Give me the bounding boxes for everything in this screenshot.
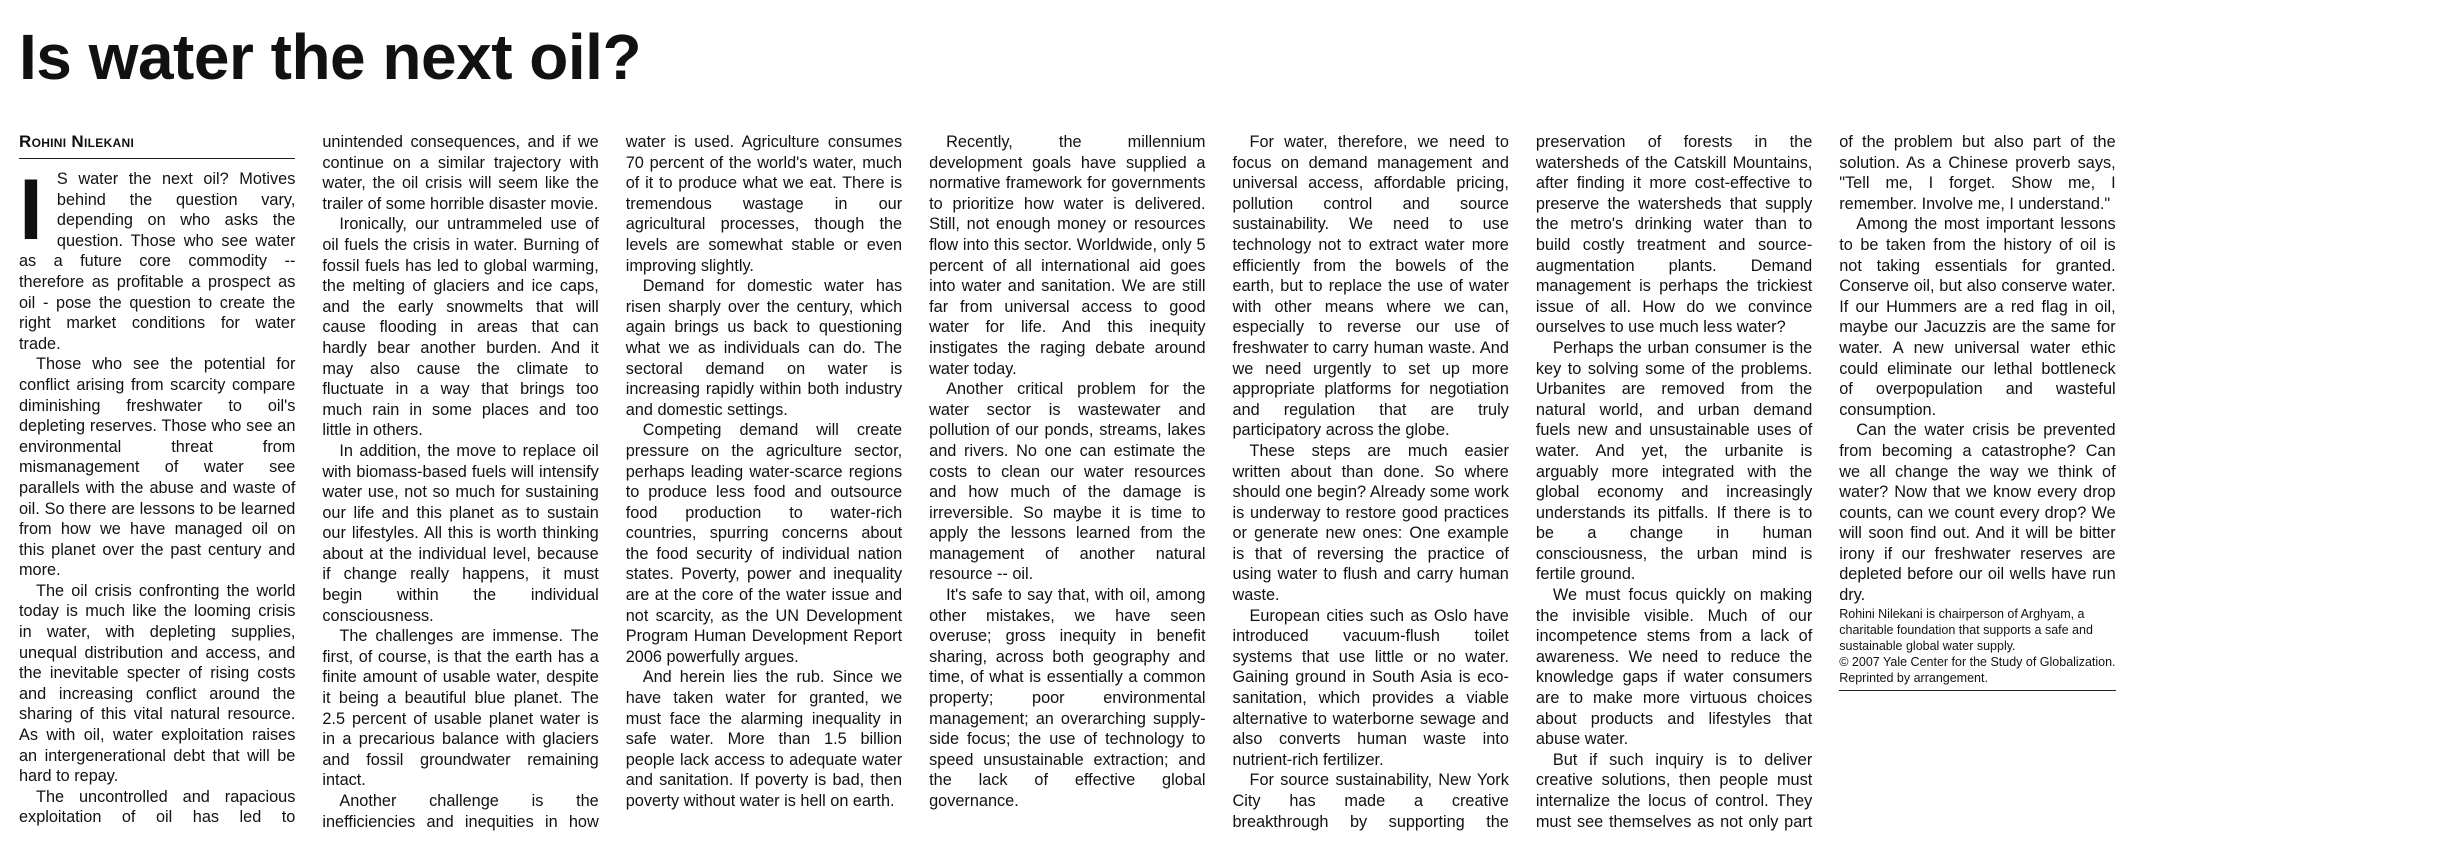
copyright-note: © 2007 Yale Center for the Study of Globalization. Reprinted by arrangement. [1839,654,2115,691]
paragraph: Demand for domestic water has risen sharply over the century, which again brings us back to questioning what we as individuals can do. The sectoral demand on water is increasing rapidly within both industry and domestic settings. [625,277,903,419]
paragraph: Can the water crisis be prevented from becoming a catastrophe? Can we all change the way we think of water? Now that we know every drop counts, can we count every drop? We will soon find out. And it will be bitter irony if our freshwater reserves are depleted before our oil wells have run dry. [1839,421,2116,605]
paragraph: Recently, the millennium development goals have supplied a normative framework for governments to prioritize how water is delivered. Still, not enough money or resources flow into this sector. Worldwide, only 5 percent of all international aid goes into water and sanitation. We are still far from universal access to good water for life. And this inequity instigates the raging debate around water today. [929,133,1206,378]
paragraph: Another challenge is the inefficiencies and inequities in how water is used. Agriculture consumes 70 percent of the world's water, much of it to produce what we eat. There is tremendous wastage in our agricultural processes, though the levels are somewhat stable or even improving slightly. [322,133,903,831]
paragraph: For water, therefore, we need to focus on demand management and universal access, affordable pricing, pollution control and source sustainability. We need to use technology not to extract water more efficiently from the bowels of the earth, but to replace the use of water with other means where we can, especially to reverse our use of freshwater to carry human waste. And we need urgently to set up more appropriate platforms for negotiation and regulation that are truly participatory across the globe. [1232,133,1509,440]
paragraph: These steps are much easier written about than done. So where should one begin? Already some work is underway to restore good practices or generate new ones: One example is that of reversing the practice of using water to flush and carry human waste. [1232,441,1509,605]
byline: Rohini Nilekani [19,132,295,159]
paragraph: For source sustainability, New York City has made a creative breakthrough by supporting the preservation of forests in the watersheds of the Catskill Mountains, after finding it more cost-effective to preserve the watersheds that supply the metro's drinking water than to build costly treatment and source-augmentation plants. Demand management is perhaps the trickiest issue of all. How do we convince ourselves to use much less water? [1232,133,1813,831]
headline: Is water the next oil? [19,21,642,93]
article-body [19,132,2419,842]
paragraph: The challenges are immense. The first, of course, is that the earth has a finite amount of usable water, despite it being a beautiful blue planet. The 2.5 percent of usable planet water is in a precarious balance with glaciers and fossil groundwater remaining intact. [322,627,599,790]
paragraph: Ironically, our untrammeled use of oil fuels the crisis in water. Burning of fossil fuels has led to global warming, the melting of glaciers and ice caps, and the early snowmelts that will cause flooding in areas that can hardly bear another burden. And it may also cause the climate to fluctuate in a way that brings too much rain in some places and too little in others. [322,215,599,440]
paragraph: It's safe to say that, with oil, among other mistakes, we have seen overuse; gross inequity in benefit sharing, across both geography and time, of what is essentially a common property; poor environmental management; an overarching supply-side focus; the use of technology to speed unsustainable extraction; and the lack of effective global governance. [929,586,1206,810]
paragraph: In addition, the move to replace oil with biomass-based fuels will intensify water use, not so much for sustaining our life and this planet as to sustain our lifestyles. All this is worth thinking about at the individual level, because if change really happens, it must begin within the individual consciousness. [322,441,599,625]
paragraph: Competing demand will create pressure on the agriculture sector, perhaps leading water-scarce regions to produce less food and outsource food production to water-rich countries, spurring concerns about the food security of individual nation states. Poverty, power and inequality are at the core of the water issue and not scarcity, as the UN Development Program Human Development Report 2006 powerfully argues. [625,421,903,666]
paragraph: Those who see the potential for conflict arising from scarcity compare diminishing freshwater to oil's depleting reserves. Those who see an environmental threat from mismanagement of water see parallels with the abuse and waste of oil. So there are lessons to be learned from how we have managed oil on this planet over the past century and more. [19,355,296,580]
paragraph: And herein lies the rub. Since we have taken water for granted, we must face the alarming inequality in safe water. More than 1.5 billion people lack access to adequate water and sanitation. If poverty is bad, then poverty without water is hell on earth. [625,668,903,810]
author-note: Rohini Nilekani is chairperson of Arghyam, a charitable foundation that supports a safe and sustainable global water supply. [1839,606,2093,653]
paragraph: We must focus quickly on making the invisible visible. Much of our incompetence stems from a lack of awareness. We need to reduce the knowledge gaps if water consumers are to make more virtuous choices about products and lifestyles that abuse water. [1535,586,1813,749]
paragraph: The oil crisis confronting the world today is much like the looming crisis in water, with depleting supplies, unequal distribution and access, and the inevitable specter of rising costs and increasing conflict around the sharing of this vital natural resource. As with oil, water exploitation raises an intergenerational debt that will be hard to repay. [19,581,296,786]
paragraph: The uncontrolled and rapacious exploitation of oil has led to unintended consequences, and if we continue on a similar trajectory with water, the oil crisis will seem like the trailer of some horrible disaster movie. [19,133,599,827]
paragraph: Another critical problem for the water sector is wastewater and pollution of our ponds, streams, lakes and rivers. No one can estimate the costs to clean our water resources and how much of the damage is irreversible. So maybe it is time to apply the lessons learned from the management of another natural resource -- oil. [929,380,1206,584]
paragraph: European cities such as Oslo have introduced vacuum-flush toilet systems that use little or no water. Gaining ground in South Asia is eco-sanitation, which provides a viable alternative to waterborne sewage and also converts human waste into nutrient-rich fertilizer. [1232,606,1509,769]
paragraph: I S water the next oil? Motives behind the question vary, depending on who asks the question. Those who see water as a future core commodity -- therefore as profitable a prospect as oil - pose the question to create the right market conditions for water trade. [19,162,296,353]
paragraph: Perhaps the urban consumer is the key to solving some of the problems. Urbanites are removed from the natural world, and urban demand fuels new and unsustainable uses of water. And yet, the urbanite is arguably more integrated with the global economy and increasingly understands its pitfalls. If there is to be a change in human consciousness, the urban mind is fertile ground. [1535,338,1813,584]
paragraph: But if such inquiry is to deliver creative solutions, then people must internalize the locus of control. They must see themselves as not only part of the problem but also part of the solution. As a Chinese proverb says, "Tell me, I forget. Show me, I remember. Involve me, I understand." [1535,133,2116,831]
drop-cap: I [19,162,43,258]
paragraph: Among the most important lessons to be taken from the history of oil is not taking essentials for granted. Conserve oil, but also conserve water. If our Hummers are a red flag in oil, maybe our Jacuzzis are the same for water. A new universal water ethic could eliminate our lethal bottleneck of overpopulation and wasteful consumption. [1839,215,2116,419]
